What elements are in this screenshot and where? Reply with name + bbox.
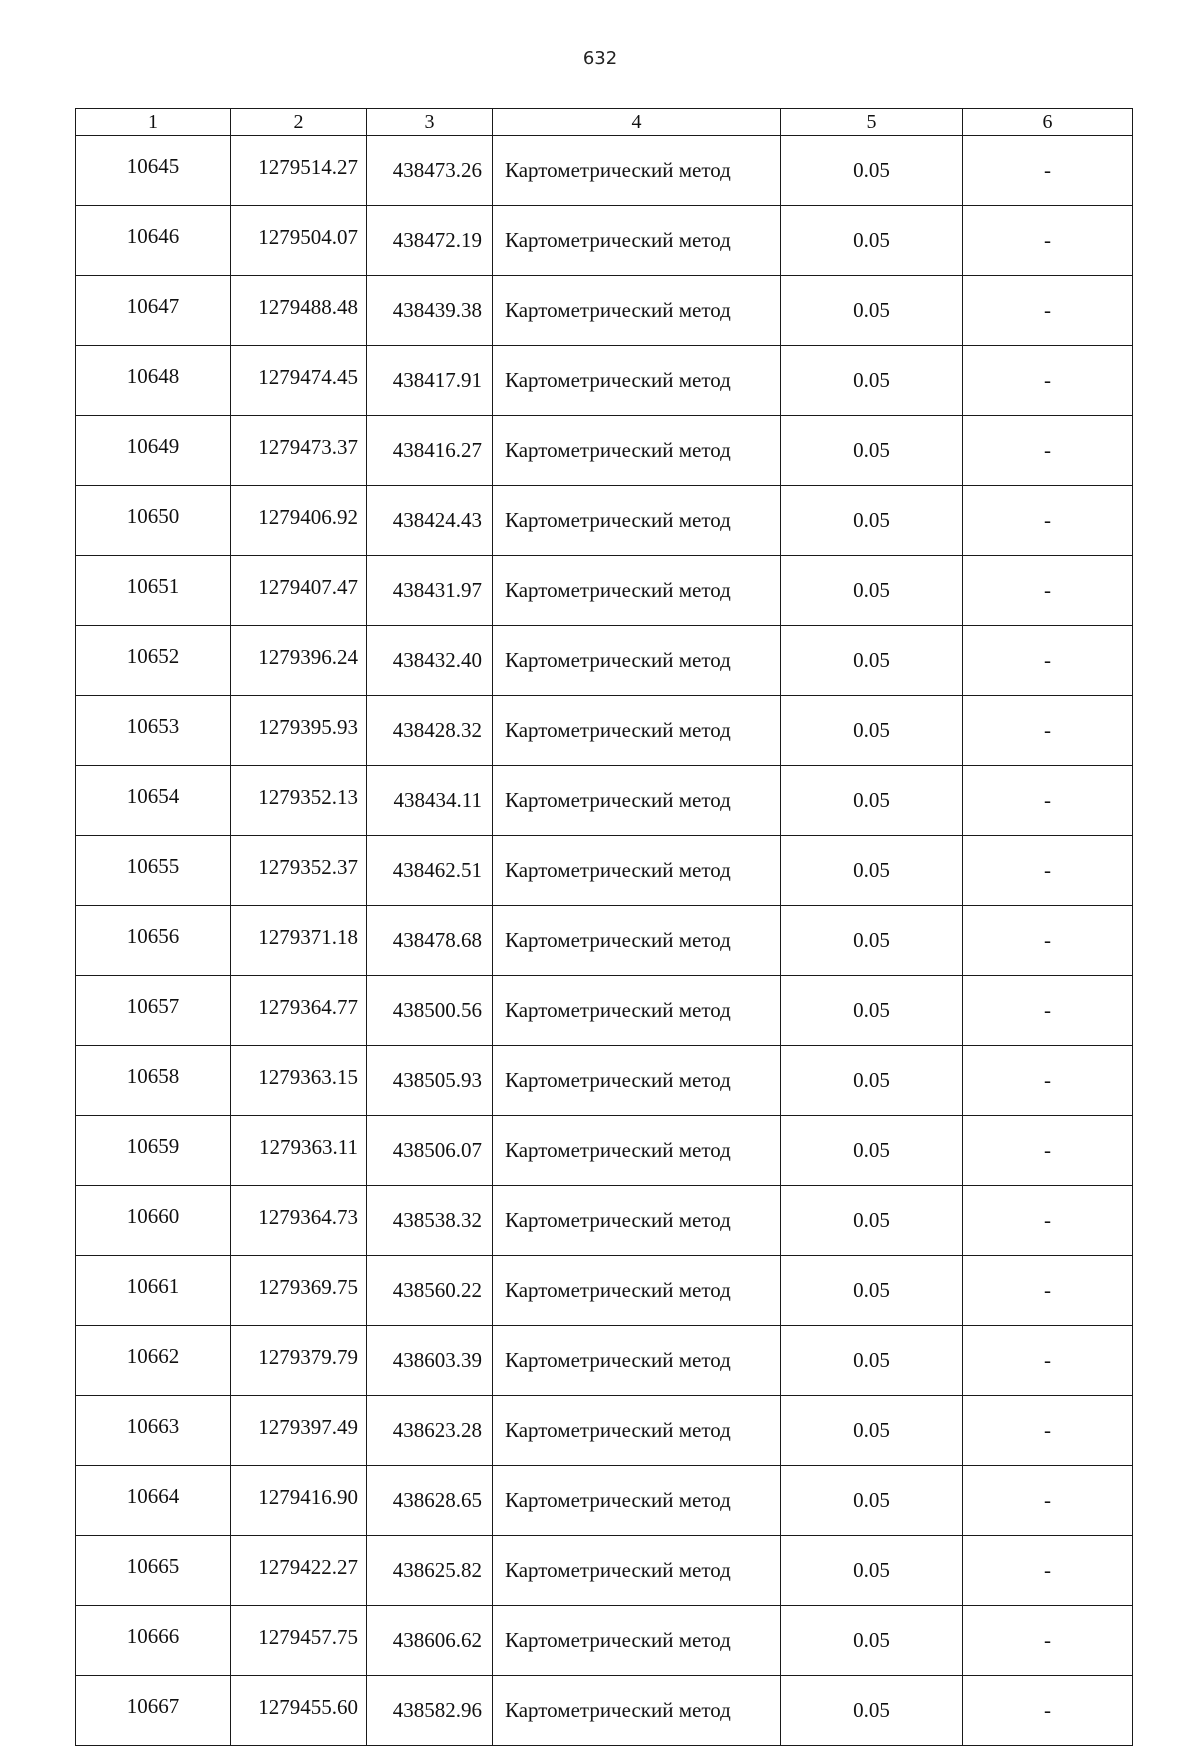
cell-x-coordinate: 1279474.45 (231, 346, 367, 416)
cell-y-coordinate: 438462.51 (367, 836, 493, 906)
header-row (76, 109, 1133, 136)
table-row (76, 416, 1133, 486)
table-row (76, 836, 1133, 906)
table-row (76, 1466, 1133, 1536)
cell-method: Картометрический метод (493, 1466, 781, 1536)
cell-point-number: 10659 (76, 1116, 231, 1186)
table-row (76, 976, 1133, 1046)
cell-x-coordinate: 1279416.90 (231, 1466, 367, 1536)
table-row (76, 1536, 1133, 1606)
cell-accuracy: 0.05 (781, 346, 963, 416)
cell-note: - (963, 1116, 1133, 1186)
cell-point-number: 10660 (76, 1186, 231, 1256)
cell-method: Картометрический метод (493, 1256, 781, 1326)
cell-point-number: 10648 (76, 346, 231, 416)
cell-y-coordinate: 438500.56 (367, 976, 493, 1046)
cell-point-number: 10654 (76, 766, 231, 836)
cell-note: - (963, 766, 1133, 836)
cell-point-number: 10663 (76, 1396, 231, 1466)
cell-note: - (963, 486, 1133, 556)
cell-method: Картометрический метод (493, 486, 781, 556)
cell-note: - (963, 1326, 1133, 1396)
column-header-4: 4 (493, 109, 781, 136)
cell-x-coordinate: 1279504.07 (231, 206, 367, 276)
coordinates-table (75, 108, 1133, 1746)
cell-x-coordinate: 1279379.79 (231, 1326, 367, 1396)
cell-accuracy: 0.05 (781, 906, 963, 976)
cell-method: Картометрический метод (493, 416, 781, 486)
cell-x-coordinate: 1279455.60 (231, 1676, 367, 1746)
cell-note: - (963, 976, 1133, 1046)
cell-y-coordinate: 438417.91 (367, 346, 493, 416)
cell-note: - (963, 696, 1133, 766)
table-row (76, 1046, 1133, 1116)
cell-accuracy: 0.05 (781, 1046, 963, 1116)
cell-point-number: 10661 (76, 1256, 231, 1326)
page-number: 632 (582, 48, 618, 69)
cell-note: - (963, 346, 1133, 416)
cell-method: Картометрический метод (493, 1046, 781, 1116)
table-header (76, 109, 1133, 136)
cell-y-coordinate: 438439.38 (367, 276, 493, 346)
cell-accuracy: 0.05 (781, 556, 963, 626)
cell-x-coordinate: 1279352.13 (231, 766, 367, 836)
cell-point-number: 10657 (76, 976, 231, 1046)
cell-note: - (963, 1676, 1133, 1746)
cell-point-number: 10653 (76, 696, 231, 766)
table-row (76, 766, 1133, 836)
cell-y-coordinate: 438424.43 (367, 486, 493, 556)
cell-point-number: 10658 (76, 1046, 231, 1116)
cell-accuracy: 0.05 (781, 976, 963, 1046)
cell-point-number: 10656 (76, 906, 231, 976)
cell-x-coordinate: 1279352.37 (231, 836, 367, 906)
cell-y-coordinate: 438628.65 (367, 1466, 493, 1536)
column-header-5: 5 (781, 109, 963, 136)
cell-y-coordinate: 438478.68 (367, 906, 493, 976)
table-row (76, 1116, 1133, 1186)
cell-method: Картометрический метод (493, 1186, 781, 1256)
cell-point-number: 10662 (76, 1326, 231, 1396)
table-row (76, 1326, 1133, 1396)
cell-method: Картометрический метод (493, 1396, 781, 1466)
cell-accuracy: 0.05 (781, 1186, 963, 1256)
cell-y-coordinate: 438623.28 (367, 1396, 493, 1466)
cell-method: Картометрический метод (493, 346, 781, 416)
table-row (76, 276, 1133, 346)
cell-method: Картометрический метод (493, 976, 781, 1046)
cell-y-coordinate: 438606.62 (367, 1606, 493, 1676)
cell-method: Картометрический метод (493, 206, 781, 276)
cell-x-coordinate: 1279363.11 (231, 1116, 367, 1186)
cell-note: - (963, 136, 1133, 206)
cell-note: - (963, 626, 1133, 696)
cell-y-coordinate: 438538.32 (367, 1186, 493, 1256)
cell-point-number: 10646 (76, 206, 231, 276)
cell-note: - (963, 416, 1133, 486)
column-header-3: 3 (367, 109, 493, 136)
table-row (76, 626, 1133, 696)
cell-accuracy: 0.05 (781, 416, 963, 486)
cell-accuracy: 0.05 (781, 1466, 963, 1536)
cell-x-coordinate: 1279406.92 (231, 486, 367, 556)
cell-x-coordinate: 1279371.18 (231, 906, 367, 976)
cell-y-coordinate: 438432.40 (367, 626, 493, 696)
table-row (76, 1396, 1133, 1466)
cell-note: - (963, 206, 1133, 276)
cell-note: - (963, 836, 1133, 906)
cell-point-number: 10664 (76, 1466, 231, 1536)
cell-x-coordinate: 1279514.27 (231, 136, 367, 206)
cell-note: - (963, 556, 1133, 626)
cell-note: - (963, 276, 1133, 346)
cell-note: - (963, 906, 1133, 976)
column-header-2: 2 (231, 109, 367, 136)
table-row (76, 346, 1133, 416)
cell-point-number: 10650 (76, 486, 231, 556)
cell-accuracy: 0.05 (781, 1606, 963, 1676)
cell-note: - (963, 1466, 1133, 1536)
column-header-6: 6 (963, 109, 1133, 136)
table-row (76, 1256, 1133, 1326)
table-row (76, 556, 1133, 626)
cell-note: - (963, 1606, 1133, 1676)
cell-y-coordinate: 438582.96 (367, 1676, 493, 1746)
cell-y-coordinate: 438434.11 (367, 766, 493, 836)
cell-point-number: 10651 (76, 556, 231, 626)
cell-point-number: 10649 (76, 416, 231, 486)
table-row (76, 1606, 1133, 1676)
table-row (76, 486, 1133, 556)
cell-note: - (963, 1186, 1133, 1256)
cell-accuracy: 0.05 (781, 206, 963, 276)
cell-x-coordinate: 1279364.73 (231, 1186, 367, 1256)
cell-point-number: 10666 (76, 1606, 231, 1676)
cell-x-coordinate: 1279473.37 (231, 416, 367, 486)
cell-method: Картометрический метод (493, 766, 781, 836)
cell-accuracy: 0.05 (781, 1116, 963, 1186)
cell-y-coordinate: 438603.39 (367, 1326, 493, 1396)
table-row (76, 1186, 1133, 1256)
cell-y-coordinate: 438472.19 (367, 206, 493, 276)
cell-method: Картометрический метод (493, 556, 781, 626)
cell-x-coordinate: 1279364.77 (231, 976, 367, 1046)
cell-method: Картометрический метод (493, 906, 781, 976)
cell-point-number: 10667 (76, 1676, 231, 1746)
cell-method: Картометрический метод (493, 1116, 781, 1186)
cell-x-coordinate: 1279422.27 (231, 1536, 367, 1606)
cell-accuracy: 0.05 (781, 1326, 963, 1396)
cell-accuracy: 0.05 (781, 836, 963, 906)
cell-y-coordinate: 438505.93 (367, 1046, 493, 1116)
cell-y-coordinate: 438428.32 (367, 696, 493, 766)
table-row (76, 136, 1133, 206)
cell-x-coordinate: 1279397.49 (231, 1396, 367, 1466)
table-body (76, 136, 1133, 1746)
table-row (76, 206, 1133, 276)
cell-accuracy: 0.05 (781, 136, 963, 206)
cell-note: - (963, 1046, 1133, 1116)
cell-accuracy: 0.05 (781, 1536, 963, 1606)
cell-method: Картометрический метод (493, 836, 781, 906)
cell-x-coordinate: 1279407.47 (231, 556, 367, 626)
cell-accuracy: 0.05 (781, 766, 963, 836)
cell-point-number: 10655 (76, 836, 231, 906)
cell-x-coordinate: 1279369.75 (231, 1256, 367, 1326)
cell-accuracy: 0.05 (781, 276, 963, 346)
cell-accuracy: 0.05 (781, 486, 963, 556)
cell-method: Картометрический метод (493, 136, 781, 206)
cell-method: Картометрический метод (493, 276, 781, 346)
cell-method: Картометрический метод (493, 696, 781, 766)
cell-x-coordinate: 1279396.24 (231, 626, 367, 696)
column-header-1: 1 (76, 109, 231, 136)
cell-point-number: 10665 (76, 1536, 231, 1606)
cell-note: - (963, 1396, 1133, 1466)
cell-x-coordinate: 1279395.93 (231, 696, 367, 766)
cell-note: - (963, 1536, 1133, 1606)
cell-accuracy: 0.05 (781, 626, 963, 696)
cell-x-coordinate: 1279488.48 (231, 276, 367, 346)
cell-y-coordinate: 438416.27 (367, 416, 493, 486)
cell-point-number: 10647 (76, 276, 231, 346)
cell-method: Картометрический метод (493, 1606, 781, 1676)
cell-accuracy: 0.05 (781, 1676, 963, 1746)
cell-y-coordinate: 438625.82 (367, 1536, 493, 1606)
table-row (76, 696, 1133, 766)
cell-y-coordinate: 438473.26 (367, 136, 493, 206)
table-row (76, 906, 1133, 976)
cell-x-coordinate: 1279457.75 (231, 1606, 367, 1676)
cell-point-number: 10652 (76, 626, 231, 696)
cell-y-coordinate: 438506.07 (367, 1116, 493, 1186)
cell-x-coordinate: 1279363.15 (231, 1046, 367, 1116)
cell-y-coordinate: 438560.22 (367, 1256, 493, 1326)
cell-method: Картометрический метод (493, 1536, 781, 1606)
cell-note: - (963, 1256, 1133, 1326)
cell-method: Картометрический метод (493, 626, 781, 696)
cell-accuracy: 0.05 (781, 1396, 963, 1466)
cell-method: Картометрический метод (493, 1326, 781, 1396)
cell-accuracy: 0.05 (781, 696, 963, 766)
table-row (76, 1676, 1133, 1746)
cell-y-coordinate: 438431.97 (367, 556, 493, 626)
cell-accuracy: 0.05 (781, 1256, 963, 1326)
cell-point-number: 10645 (76, 136, 231, 206)
cell-method: Картометрический метод (493, 1676, 781, 1746)
